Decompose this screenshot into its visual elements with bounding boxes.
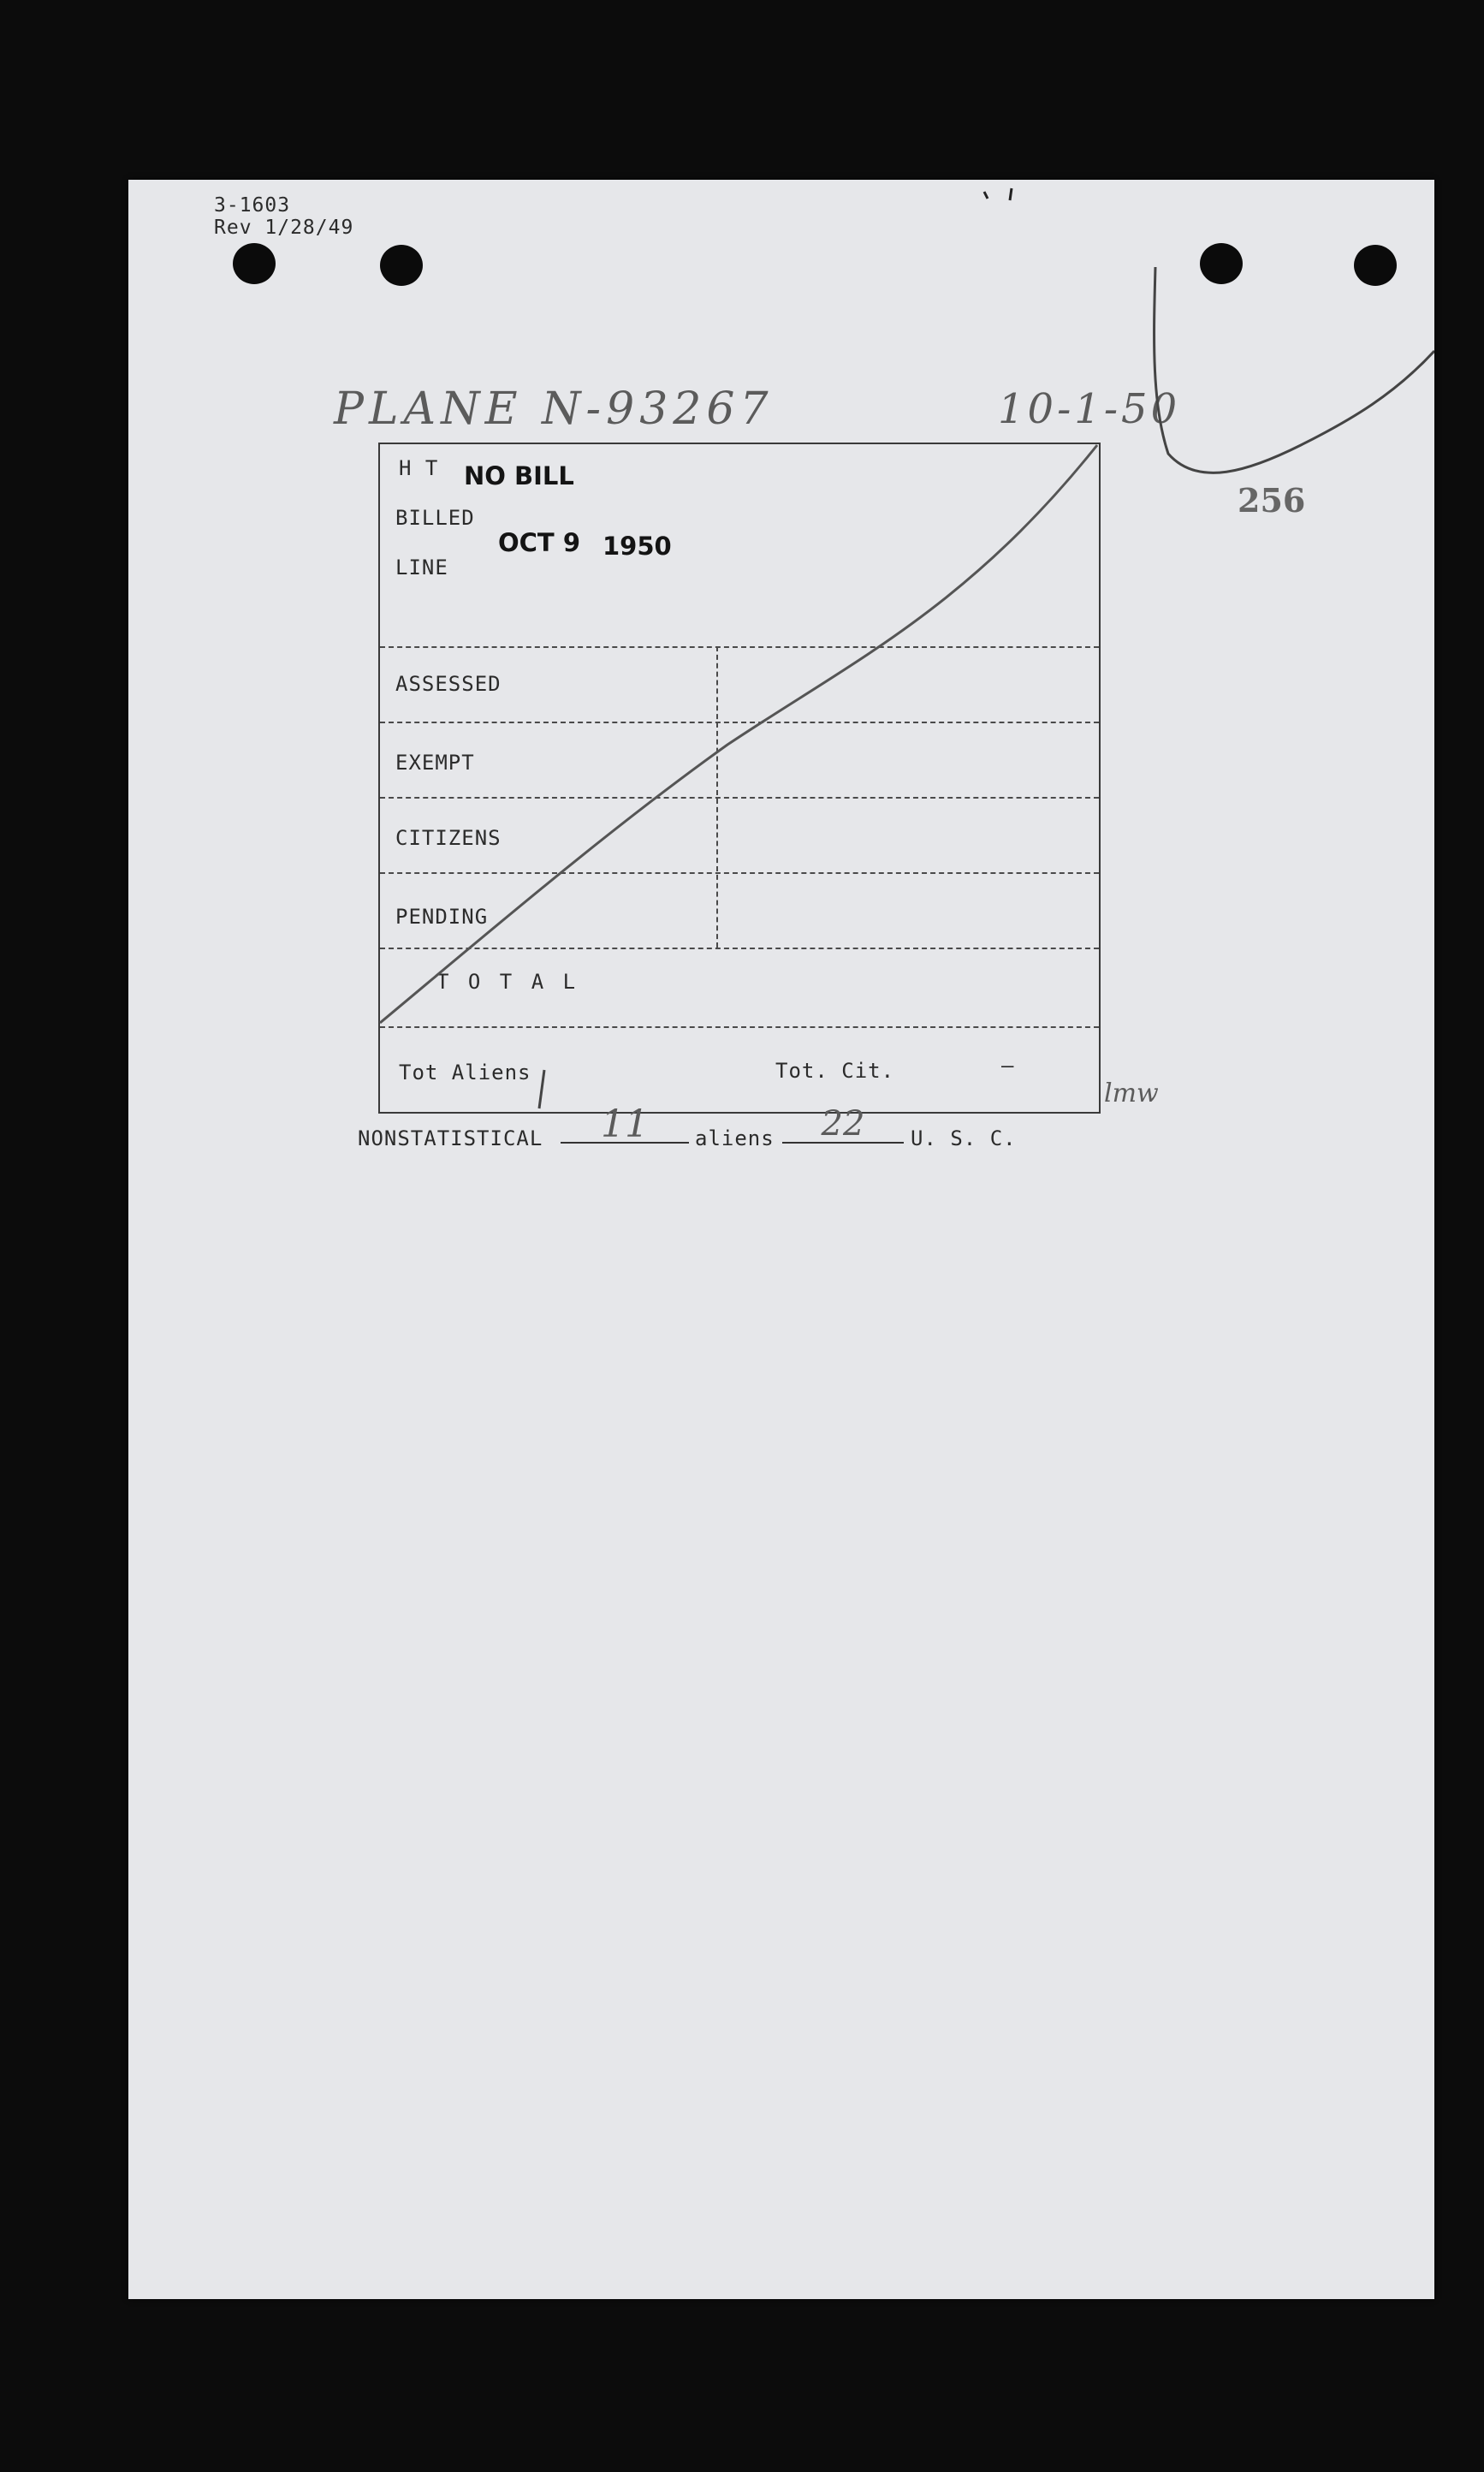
total-label: T O T A L (436, 970, 579, 994)
tot-aliens-label: Tot Aliens (399, 1061, 531, 1084)
date-stamp-year: 1950 (603, 532, 672, 561)
initials-handwriting: lmw (1104, 1079, 1159, 1108)
form-revision: Rev 1/28/49 (214, 217, 354, 239)
billed-label: BILLED (395, 506, 475, 530)
form-number: 3-1603 (214, 194, 291, 217)
corner-ink-curve (1155, 267, 1434, 472)
plane-number-handwriting: PLANE N-93267 (334, 383, 774, 435)
aliens-count-handwriting: 11 (601, 1102, 649, 1146)
exempt-label: EXEMPT (395, 751, 475, 775)
tot-cit-label: Tot. Cit. (775, 1059, 895, 1083)
assessed-label: ASSESSED (395, 672, 502, 696)
no-bill-stamp: NO BILL (464, 461, 574, 490)
nonstatistical-label: NONSTATISTICAL (358, 1126, 543, 1150)
citizens-label: CITIZENS (395, 826, 502, 850)
page-number: 256 (1238, 481, 1306, 520)
cancel-diagonal-line (380, 445, 1097, 1023)
ink-mark (539, 1070, 544, 1108)
date-handwriting: 10-1-50 (998, 385, 1181, 433)
date-stamp-month-day: OCT 9 (498, 528, 580, 557)
tot-cit-value: — (1001, 1054, 1015, 1078)
ink-strokes (128, 180, 1434, 2299)
ht-label: H T (399, 456, 439, 480)
document-sheet (128, 180, 1434, 2299)
aliens-label: aliens (695, 1126, 775, 1150)
line-label: LINE (395, 556, 448, 579)
pending-label: PENDING (395, 905, 489, 929)
usc-label: U. S. C. (911, 1126, 1017, 1150)
ink-mark (984, 188, 1012, 200)
usc-count-handwriting: 22 (821, 1104, 865, 1144)
